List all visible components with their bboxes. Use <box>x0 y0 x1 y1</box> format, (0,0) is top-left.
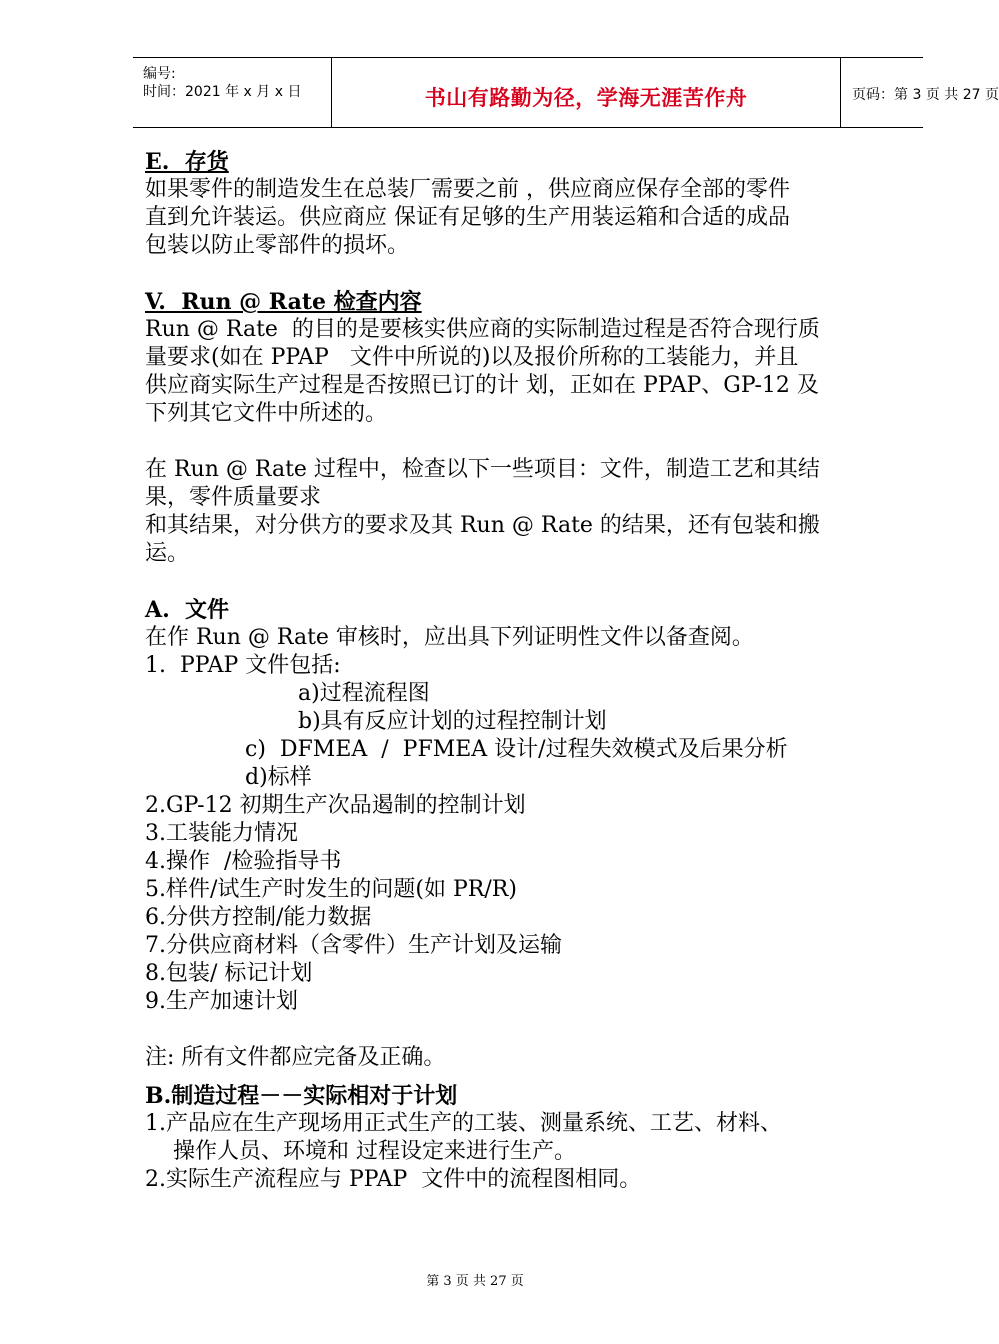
footer-page-number: 第 3 页 共 27 页 <box>426 1274 524 1289</box>
document-body <box>145 148 905 1194</box>
paragraph-line: 在 Run @ Rate 过程中，检查以下一些项目：文件，制造工艺和其结 <box>145 457 820 482</box>
list-item: 1.产品应在生产现场用正式生产的工装、测量系统、工艺、材料、 <box>145 1111 782 1136</box>
paragraph-line: 运。 <box>145 541 190 566</box>
sub-list-item: c) DFMEA / PFMEA 设计/过程失效模式及后果分析 <box>245 737 788 762</box>
paragraph-line: 下列其它文件中所述的。 <box>145 401 388 426</box>
sub-list-item: d)标样 <box>245 765 312 790</box>
paragraph-line: 和其结果，对分供方的要求及其 Run @ Rate 的结果，还有包装和搬 <box>145 513 820 538</box>
header-motto: 书山有路勤为径，学海无涯苦作舟 <box>424 86 748 110</box>
list-item: 7.分供应商材料（含零件）生产计划及运输 <box>145 933 562 958</box>
list-item: 2.实际生产流程应与 PPAP 文件中的流程图相同。 <box>145 1167 642 1192</box>
list-item: 4.操作 /检验指导书 <box>145 849 342 874</box>
header-page-cell <box>840 58 999 127</box>
list-item-continuation: 操作人员、环境和 过程设定来进行生产。 <box>173 1139 576 1164</box>
header-page-number: 页码：第 3 页 共 27 页 <box>852 87 999 103</box>
paragraph-line: 供应商实际生产过程是否按照已订的计 划，正如在 PPAP、GP-12 及 <box>145 373 819 398</box>
section-e-title: E. 存货 <box>145 149 229 175</box>
paragraph-line: 果，零件质量要求 <box>145 485 322 510</box>
sub-list-item: a)过程流程图 <box>298 681 430 706</box>
paragraph-line: Run @ Rate 的目的是要核实供应商的实际制造过程是否符合现行质 <box>145 317 820 342</box>
document-date-label: 时间：2021 年 x 月 x 日 <box>143 84 302 100</box>
page-footer <box>0 1270 950 1289</box>
list-item: 9.生产加速计划 <box>145 989 298 1014</box>
section-a-title: A. 文件 <box>145 597 230 623</box>
list-item: 2.GP-12 初期生产次品遏制的控制计划 <box>145 793 526 818</box>
section-a-intro: 在作 Run @ Rate 审核时，应出具下列证明性文件以备查阅。 <box>145 625 754 650</box>
header-motto-cell <box>331 58 841 127</box>
header-info-cell <box>133 58 331 127</box>
paragraph-line: 量要求(如在 PPAP 文件中所说的)以及报价所称的工装能力，并且 <box>145 345 799 370</box>
list-item: 3.工装能力情况 <box>145 821 298 846</box>
sub-list-item: b)具有反应计划的过程控制计划 <box>298 709 607 734</box>
list-item: 8.包装/ 标记计划 <box>145 961 313 986</box>
list-item: 1. PPAP 文件包括: <box>145 653 341 678</box>
document-header <box>133 57 999 128</box>
paragraph-line: 直到允许装运。供应商应 保证有足够的生产用装运箱和合适的成品 <box>145 205 790 230</box>
document-number-label: 编号: <box>143 66 176 82</box>
list-item: 6.分供方控制/能力数据 <box>145 905 372 930</box>
section-b-title: B.制造过程－－实际相对于计划 <box>145 1083 458 1109</box>
section-v-title: V. Run @ Rate 检查内容 <box>145 289 422 315</box>
paragraph-line: 如果零件的制造发生在总装厂需要之前 ，供应商应保存全部的零件 <box>145 177 790 202</box>
note-text: 注: 所有文件都应完备及正确。 <box>145 1045 446 1070</box>
list-item: 5.样件/试生产时发生的问题(如 PR/R) <box>145 877 517 902</box>
paragraph-line: 包装以防止零部件的损坏。 <box>145 233 410 258</box>
